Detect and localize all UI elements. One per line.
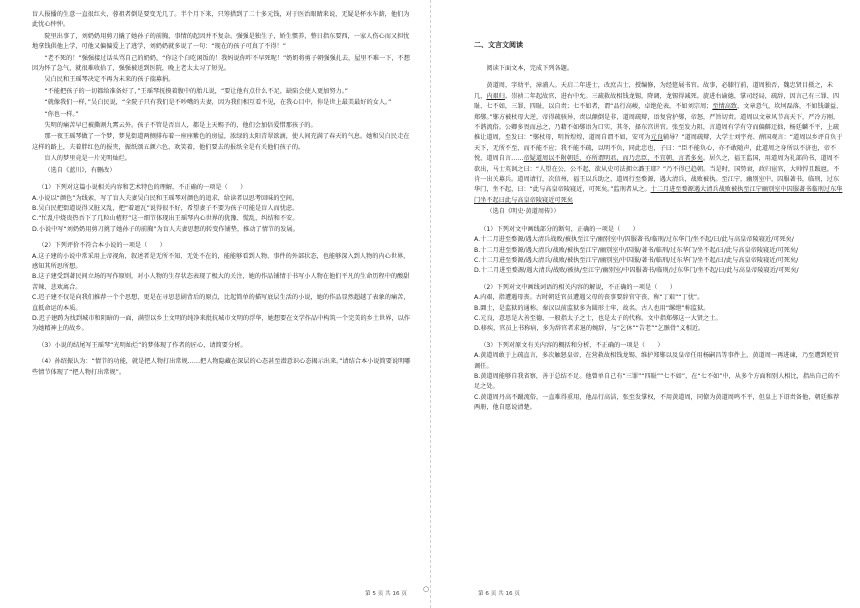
left-column: [32, 10, 414, 378]
answer-option: C.十二月进至婺源/遇大清兵/战败/被执至江宁/幽别室/中囚服/著书/临刑/过东华门/坐不起/曰/此与高皇帝陵寝近/可死矣/: [474, 256, 799, 264]
question-stem: （4）孙绍振认为：“情节的功能，就是把人物打出常规……把人物隐藏在深层的心态甚至潜意识心态揭示出来。”请结合本小说简要说明哪些情节体现了“把人物打出常规”。: [32, 358, 411, 376]
passage-text: 。居久之，福王监国，用道周为礼部尚书，道周不欲出，马士英讽之曰：“人望在公，公不起，欲从史可法拥立潞王耶？”乃不得已趋朝。当是时，国势衰，政归宦官，大帅悍且跋扈，不肯一出关募兵。道周请行，次信州，福王以兵助之，道周行至婺源，遇大清兵，战败被执。至江宁，幽别室中，囚服著书，临刑，过东华门，坐不起，曰：“此与高皇帝陵寝近，可死矣。”监刑者从之。: [474, 155, 840, 194]
question-stem: （2）下列对文中画线词语的相关内容的解说，不正确的一项是（ ）: [480, 283, 676, 291]
answer-option: D.移疾，官员上书称病，多为辞官者求退的婉辞，与“乞休”“告老”“乞骸骨”义相近。: [474, 325, 705, 333]
answer-option: D.迟子建踌为找到城市和阴暗的一面，满望以乡土文明的纯净来批抗城市文明的浮华，她想要在文学作品中构筑一个完美的乡土世界，以作为她精神上的故乡。: [32, 314, 410, 333]
underlined-phrase: 内艰归: [486, 92, 505, 100]
answer-option: D.十二月进至婺源/遇大清兵/战败/被执/至江宁/幽别室/中囚服著书/临刑/过东华门/坐不起/曰/此与高皇帝陵寝近/可死矣/: [474, 267, 799, 275]
answer-option: B.吴白民把街道说得又脏又乱，把“着遮瓦”说得很不好，希望妻子不要为孩子可能是盲人而忧虑。: [32, 204, 299, 212]
answer-option: B.十二月进至婺源/遇大清兵/战败/被执至江宁/幽别室中/囚服/著书/临刑/过东华门/坐不起/曰/此与高皇帝陵寝近/可死矣/: [474, 246, 799, 254]
passage-text: 黄道周，字幼平，漳浦人。天启二年进士，改庶吉士，授编修，为经筵展书官。故事，必膝行前，道周独否，魏忠贤目摄之，未几，: [474, 82, 833, 100]
answer-option: C.迟子建不仅是向我们推荐一个个思想，更是在寻思悲剧背后的原点，比起简单的描写底层生活的小说，她的作品显然超越了表象的痛苦，直抵命运的本质。: [32, 294, 410, 312]
question-stem: （1）下列对这篇小说相关内容和艺术特色的理解，不正确的一项是（ ）: [38, 184, 247, 192]
center-mark: ○: [423, 585, 430, 593]
passage-text: 。崇祯二年起故官，进右中允。三疏救故相钱龙锡，降调，龙锡得减死。旋进右谕德，掌司经局，疏辞，因言己有三罪、四耻、七不如，三罪、四耻，以自责；七不如者，谓“品行高峻，卓绝伦表，不如刘宗周；: [474, 92, 840, 111]
answer-option: B.这子建受到著民间立场的写作原则，对小人物的生存状态表现了极大的关注，她的作品铺情于书写小人物在他们平凡的生命历程中的酸甜苦辣、悲欢离合。: [32, 273, 410, 291]
story-paragraph: “不能把孩子的一切都给准备好了，”王瑶琴抚摸着腹中的胎儿说，“要让他有点什么不足，缺陷会使人更加努力。”: [44, 87, 349, 95]
answer-option: B.黄道周能够自我省察，善于总结不足。他曾单自己有“三罪”“四耻”“七不如”，在“七不如”中，从多个方面和别人相比，指出自己的不足之处。: [474, 372, 840, 391]
story-paragraph: “就像我们一样，”吴白民说，“全院子只有我们是不吵嘴的夫妻，因为我们相互看不见，在我心目中，你是世上最美最好的女人。”: [44, 99, 392, 107]
answer-option: C.元良，意思是大善至德，一般指太子之士，也是太子的代称。文中指郑鄤这一大贤之士。: [474, 314, 722, 322]
question-stem: （1）下列对文中画线部分的断句，正确的一项是（ ）: [480, 225, 639, 233]
answer-option: B.圜土，是监狱的通称。秦汉以前监狱多为圆形土牢，故名。古人也用“缧绁”称监狱。: [474, 304, 710, 312]
story-paragraph: 吴白民和王瑶琴决定不再为未来的孩子揣募捐。: [44, 76, 175, 84]
passage-text: ，文章意气，坎坷磊落，不如钱谦益、郑鄤。”鄤方被杖母大逆，帝得疏骇异，责以颠倒是非，道周疏辩，语复营护鄤，帝怒，严旨切责。道周以文章风节高天下，严冷方刚，不谐流俗。公卿多畏而忌之，乃藉不如鄤语为口实，其冬，择东宫讲官。张至发力阻，言道周有学有守而偏僻迂拙，杨廷麟不平，上疏推让道周，至发曰：“鄤杖母，明旨煌煌，道周自谓不如，安可为: [474, 103, 843, 142]
question-stem: （2）下列评价不符合本小说的一项是（ ）: [38, 242, 166, 250]
underlined-phrase: 帝疑道周以不附朝廷，亦所谓明君，而乃忠臣，不宜朝，言者多矣: [523, 155, 703, 163]
underlined-phrase: 至情高致: [712, 103, 738, 111]
classical-passage: [474, 81, 844, 206]
answer-option: A.十二月进至婺源/遇大清兵战败/被执至江宁/幽别室中/囚服著书/临刑/过东华门/坐不起/曰/此与高皇帝陵寝近/可死矣/: [474, 236, 794, 244]
answer-option: A.内艰，指遭遇母丧。古时朝廷官员遭遇父母的丧事要辞官守丧，称“丁艰”“丁忧”。: [474, 294, 704, 302]
question-stem: （3）下列对原文有关内容的概括和分析，不正确的一项是（ ）: [480, 341, 664, 349]
story-source: （选自《蓝川》，有删改）: [44, 166, 116, 174]
answer-option: C.黄道周丹高不蹴流俗，一直难得重用，他品行高洁，张至发掌权，不用黄道周，同僚为黄道周鸣不平，但皇上下诏责备他，朝廷推荐两册，他自愿说清楚。: [474, 393, 840, 412]
underlined-phrase: 十二月进至婺源遇大清兵战败被执至江宁幽别室中囚服著书临刑过东华门坐不起曰此与高皇帝陵寝近可死矣: [474, 186, 843, 204]
story-paragraph: 院里出事了，刘奶奶用剪刀撬了她孙子的前胸，事情的起因并不复杂。强强是独生子，娇生惯养，整日指东要西，一家人伤心而又担忧地拿钱供他上学，可他又偏偏爱上了逃学，刘奶奶就多说了一句：“现在的孩子可真了不得！”: [32, 32, 410, 51]
passage-text: 辅导？”道周疏辩，大学士刘宇亮、薛国观言：“道周以乡评自负于天下，无所不至，而不能不应；我不能不疏，以明不负，同此忠也，子曰：“臣不能负心，亦不敢随声，此道周之身所以不济也，帝不悦，道周自言……: [474, 134, 843, 163]
right-column: [474, 40, 844, 414]
instruction-text: 阅读下面文本，完成下列各题。: [486, 65, 574, 72]
answer-option: A.这子建的小说中常采用上帝视角，叙述者是无所不知、无处不在的，能能够看到人物、事件的外部状态，也能够深入到人物的内心世界，感知其所思所想。: [32, 252, 410, 270]
section-title: 二、文言文阅读: [474, 41, 523, 49]
passage-source: （选自《明史·黄道周传》）: [486, 208, 560, 216]
underlined-phrase: 元良: [650, 134, 663, 142]
story-paragraph: 盲人报播的生意一直很红火，蓉祖者倒是要变无几了。半个月下来，只筹措到了二十多元钱，对于医治眼睛来说，无疑是杯水车薪，他们为此忧心忡忡。: [32, 11, 410, 29]
page-number-left: 第 5 页 共 16 页: [365, 591, 407, 597]
right-page: [430, 0, 860, 608]
story-paragraph: 那一夜王瑶琴做了一个梦，梦见街道两侧排布着一座座紫色的房屋，浓绿的太阳青翠欲滴，使人间充满了春天的气息。她和吴白民走在这样的路上，夫着胖红色的报夹，振纸颂五颜六色，欢笑着，他们要去的报纸全是有关他们孩子的。: [32, 133, 410, 151]
story-paragraph: 失明的痛苦早已被撕割九霄云外。孩子不管是否盲人，都是上天赐予的，他们会加倍爱惜那孩子的。: [44, 122, 317, 130]
answer-option: D.小说中写“刘奶奶用剪刀挑了她孙子的前胸”为盲人夫妻思想的转变作铺垫，推动了情节的发展。: [32, 225, 299, 233]
answer-option: C.“忙乱中烧贵热吾下了几粒山楂籽”这一细节体现出王瑶琴内心世界的犹豫、慌乱、纠结和不安。: [32, 215, 299, 223]
page-number-right: 第 6 页 共 16 页: [478, 591, 520, 597]
answer-option: A.黄道周敢于上疏直言，多次触怒皇帝，在营救故相钱龙锡、维护郑鄤以及皇帝任用杨嗣昌等事件上，黄道周一再进谏，乃至遭到贬官调任。: [474, 352, 839, 370]
story-paragraph: “老不死的！”强强接过话头骂自己的奶奶，“你这个白吃闲饭的！我妈说你咋不早死呢！”奶奶将剪子朝强强扎去，屋里不难一下，不想因为怀了急气，就很难收拾了，强强被送到医院，晚上老太太习了短见。: [32, 54, 410, 73]
question-stem: （3）小说的结尾写王瑶琴“光明灿烂”的梦体现了作者的匠心，请简要分析。: [38, 341, 247, 349]
story-paragraph: “你也一样。”: [44, 110, 79, 118]
answer-option: A.小说以“颜色”为线索，写了盲人夫妻吴白民和王瑶琴对颜色的追求，给读者以思考回味的空间。: [32, 194, 299, 202]
story-paragraph: 盲人的梦里竟是一片光明灿烂。: [44, 155, 132, 163]
